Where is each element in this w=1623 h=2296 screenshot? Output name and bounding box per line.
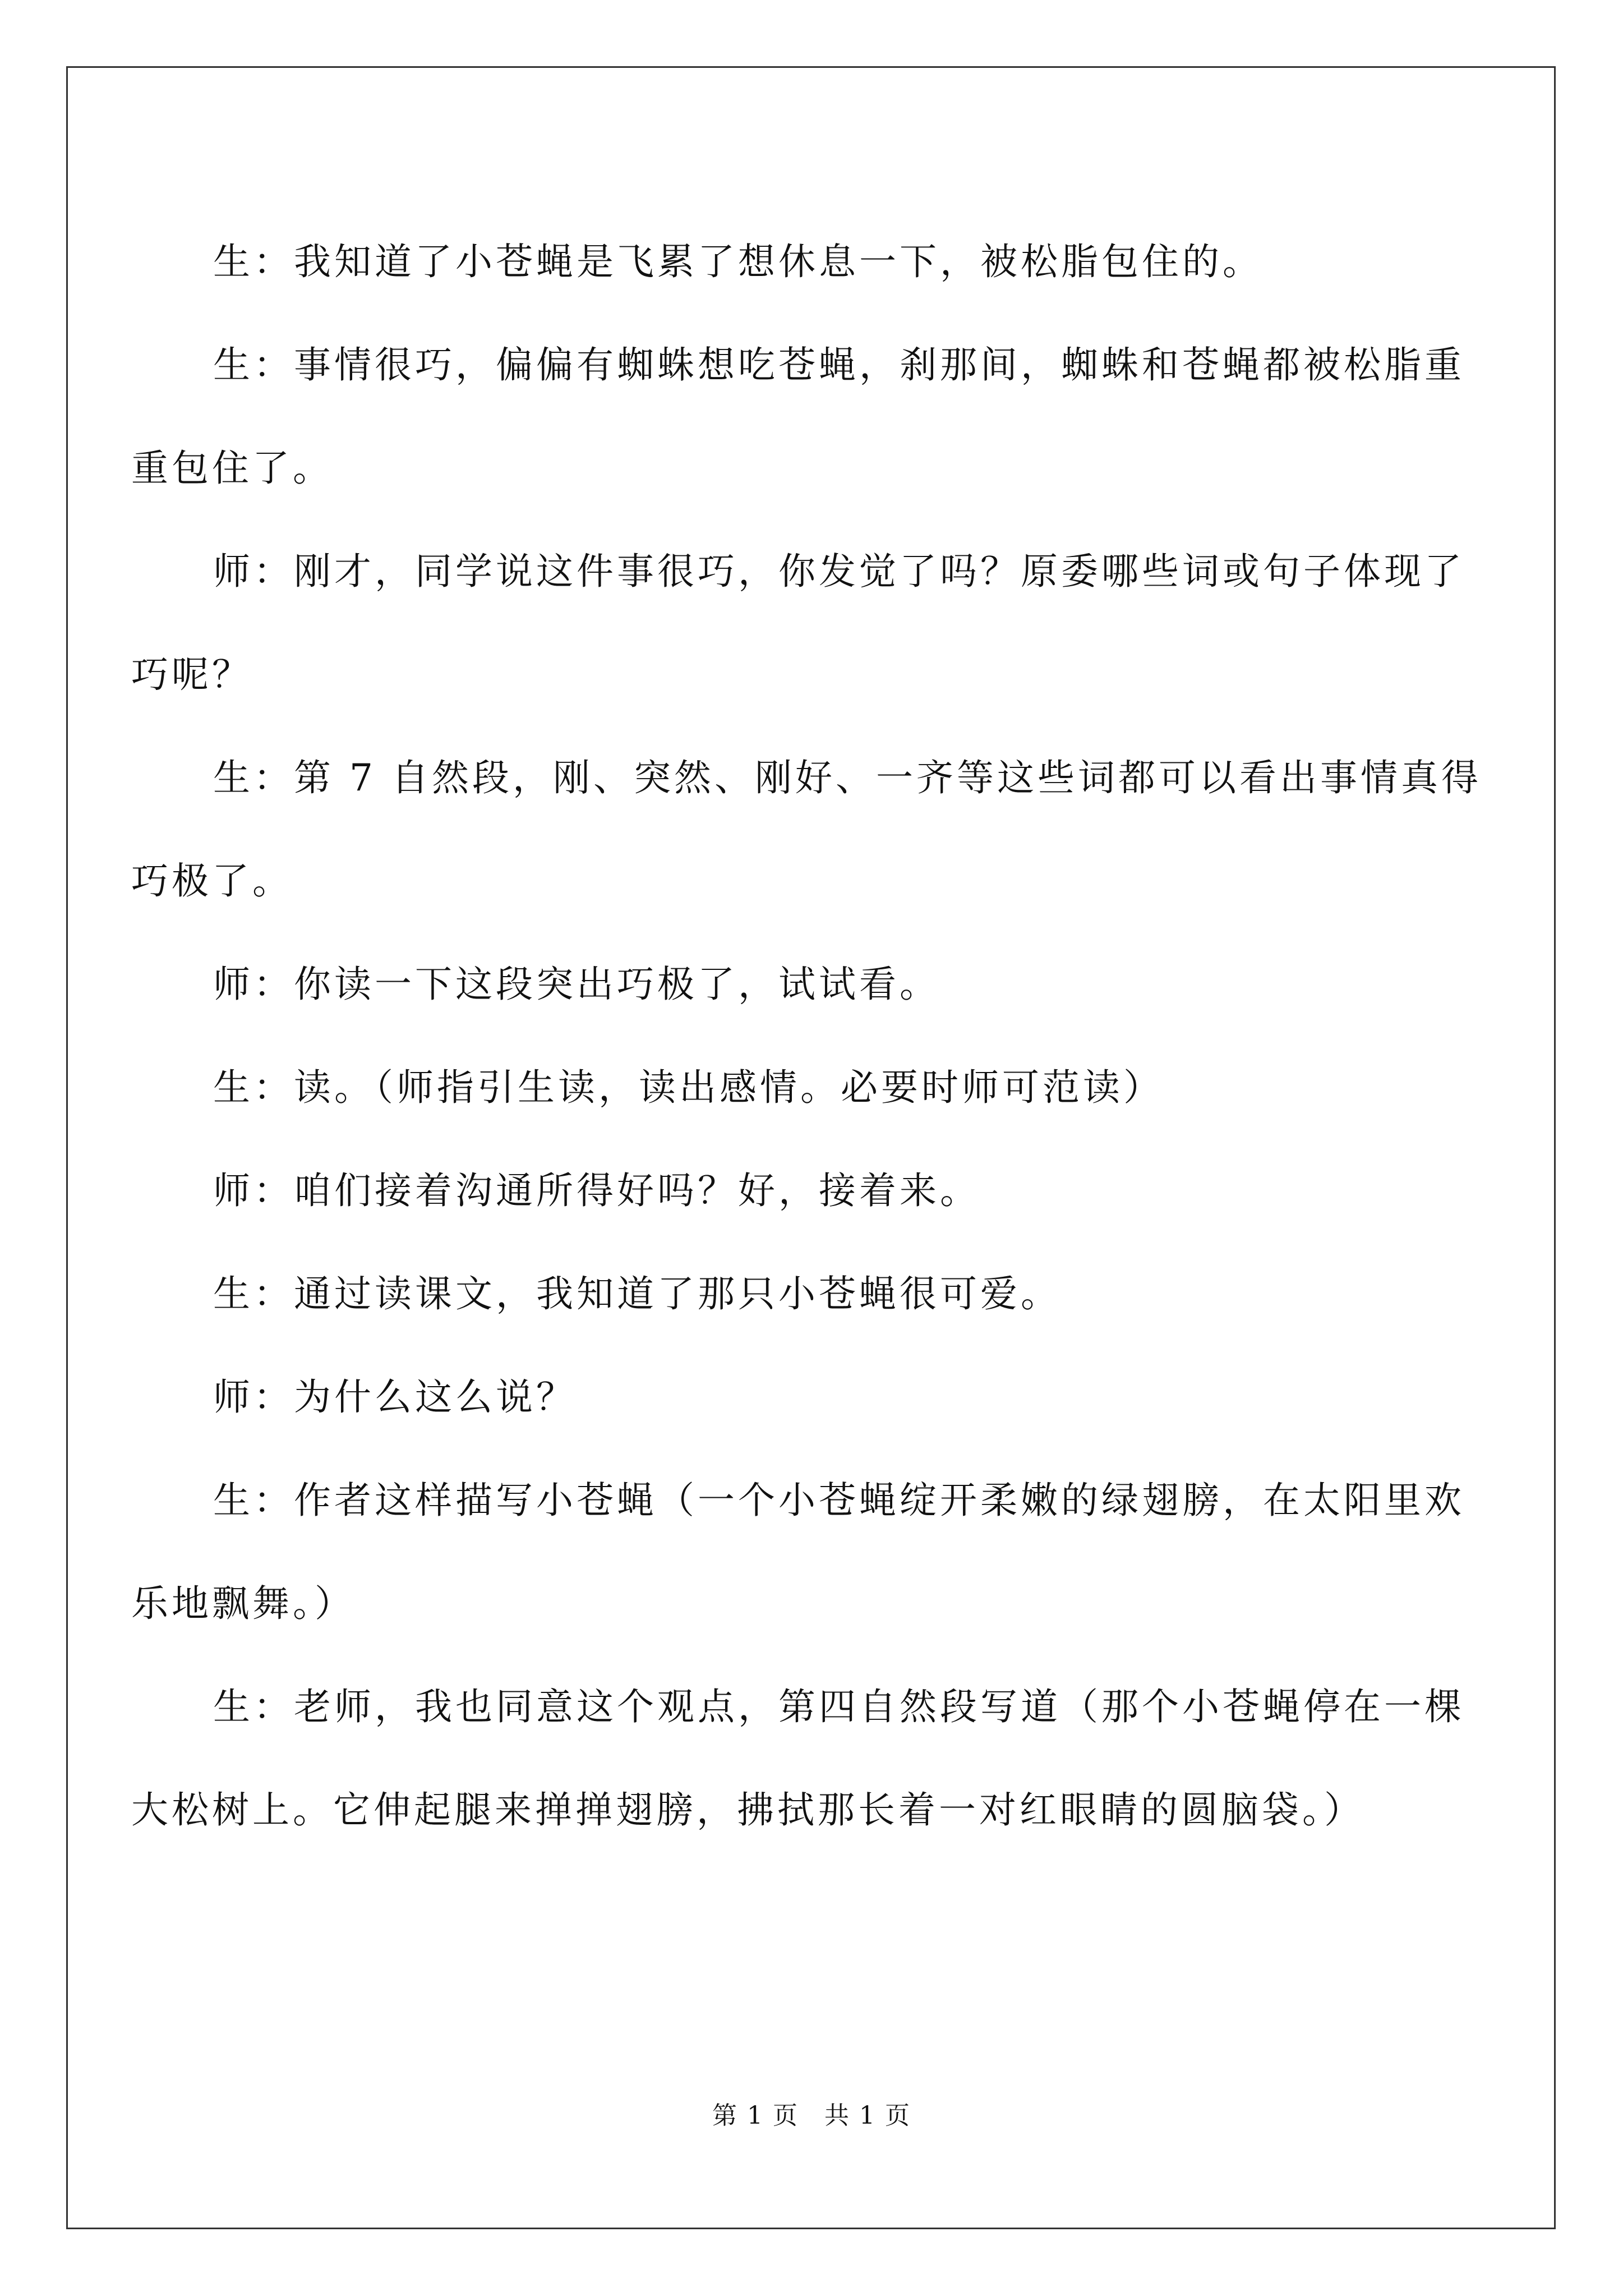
paragraph-7: 师：咱们接着沟通所得好吗？好，接着来。 [213, 1169, 980, 1212]
paragraph-5: 师：你读一下这段突出巧极了，试试看。 [213, 963, 940, 1006]
paragraph-9: 师：为什么这么说？ [213, 1375, 577, 1419]
page-number-footer: 第 1 页 共 1 页 [712, 2101, 911, 2130]
document-body [131, 210, 1487, 1862]
paragraph-1: 生：我知道了小苍蝇是飞累了想休息一下，被松脂包住的。 [213, 240, 1263, 283]
paragraph-8: 生：通过读课文，我知道了那只小苍蝇很可爱。 [213, 1272, 1061, 1315]
paragraph-2: 生：事情很巧，偏偏有蜘蛛想吃苍蝇，刹那间，蜘蛛和苍蝇都被松脂重重包住了。 [131, 343, 1465, 490]
paragraph-6: 生：读。（师指引生读，读出感情。必要时师可范读） [213, 1066, 1164, 1109]
paragraph-11: 生：老师，我也同意这个观点，第四自然段写道（那个小苍蝇停在一棵大松树上。它伸起腿来掸掸翅膀，拂拭那长着一对红眼睛的圆脑袋。） [131, 1685, 1465, 1832]
paragraph-3: 师：刚才，同学说这件事很巧，你发觉了吗？原委哪些词或句子体现了巧呢？ [131, 550, 1465, 696]
paragraph-4: 生：第 7 自然段，刚、突然、刚好、一齐等这些词都可以看出事情真得巧极了。 [131, 756, 1482, 903]
paragraph-10: 生：作者这样描写小苍蝇（一个小苍蝇绽开柔嫩的绿翅膀，在太阳里欢乐地飘舞。） [131, 1479, 1465, 1625]
